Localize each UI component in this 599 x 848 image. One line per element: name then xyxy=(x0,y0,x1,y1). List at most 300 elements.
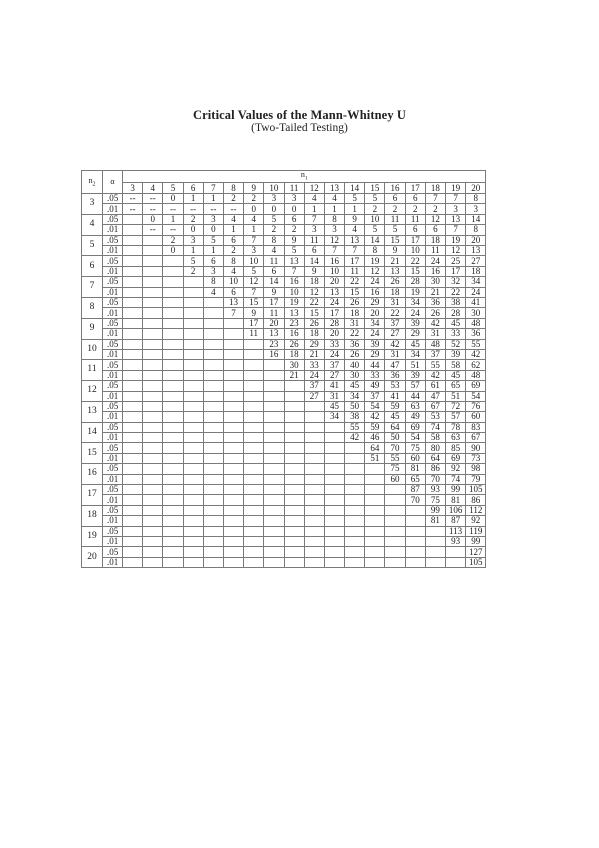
critical-value-cell: 7 xyxy=(284,266,304,276)
critical-value-cell xyxy=(244,391,264,401)
critical-value-cell: 0 xyxy=(264,204,284,214)
n2-value: 10 xyxy=(82,339,103,360)
critical-value-cell xyxy=(244,547,264,557)
critical-value-cell: 93 xyxy=(446,536,466,546)
critical-value-cell xyxy=(203,412,223,422)
n1-value-header: 4 xyxy=(143,183,163,194)
critical-value-cell: -- xyxy=(223,204,243,214)
critical-value-cell xyxy=(123,370,143,380)
critical-value-cell xyxy=(223,401,243,411)
critical-value-cell xyxy=(183,298,203,308)
critical-value-cell: 45 xyxy=(446,370,466,380)
critical-value-cell xyxy=(163,370,183,380)
critical-value-cell xyxy=(203,453,223,463)
critical-value-cell: 55 xyxy=(345,422,365,432)
critical-value-cell xyxy=(183,485,203,495)
critical-value-cell xyxy=(203,370,223,380)
critical-value-cell xyxy=(203,464,223,474)
critical-value-cell xyxy=(365,516,385,526)
critical-value-cell: 51 xyxy=(405,360,425,370)
critical-value-cell: 16 xyxy=(264,349,284,359)
critical-value-cell: 26 xyxy=(425,308,445,318)
critical-value-cell xyxy=(223,391,243,401)
critical-value-cell xyxy=(163,516,183,526)
critical-value-cell xyxy=(143,401,163,411)
critical-value-cell: 37 xyxy=(425,349,445,359)
critical-value-cell xyxy=(264,495,284,505)
alpha-value: .01 xyxy=(103,266,123,276)
critical-value-cell xyxy=(143,329,163,339)
critical-value-cell xyxy=(143,526,163,536)
critical-value-cell xyxy=(244,485,264,495)
critical-value-cell: 24 xyxy=(324,349,344,359)
critical-value-cell xyxy=(123,329,143,339)
critical-value-cell xyxy=(324,485,344,495)
critical-value-cell xyxy=(183,547,203,557)
critical-value-cell: 45 xyxy=(385,412,405,422)
critical-value-cell xyxy=(284,526,304,536)
critical-value-cell: 8 xyxy=(203,277,223,287)
table-row xyxy=(82,225,486,235)
critical-value-cell xyxy=(183,526,203,536)
critical-value-cell xyxy=(304,526,324,536)
critical-value-cell: 13 xyxy=(385,266,405,276)
critical-value-cell: 55 xyxy=(425,360,445,370)
critical-value-cell: 42 xyxy=(425,318,445,328)
critical-value-cell: 99 xyxy=(446,485,466,495)
critical-value-cell xyxy=(123,526,143,536)
critical-value-cell xyxy=(425,536,445,546)
critical-value-cell: 62 xyxy=(466,360,486,370)
critical-value-cell xyxy=(324,495,344,505)
table-header-n1-row xyxy=(82,171,486,183)
table-row xyxy=(82,235,486,245)
critical-value-cell: 8 xyxy=(324,214,344,224)
alpha-value: .01 xyxy=(103,287,123,297)
critical-value-cell xyxy=(284,485,304,495)
critical-value-cell: 13 xyxy=(223,298,243,308)
critical-value-cell xyxy=(304,485,324,495)
critical-value-cell: 61 xyxy=(425,381,445,391)
critical-value-cell: 7 xyxy=(304,214,324,224)
critical-value-cell xyxy=(183,381,203,391)
table-row xyxy=(82,256,486,266)
critical-value-cell xyxy=(143,370,163,380)
critical-value-cell: 14 xyxy=(365,235,385,245)
critical-value-cell: 50 xyxy=(345,401,365,411)
alpha-value: .01 xyxy=(103,204,123,214)
critical-value-cell: 28 xyxy=(324,318,344,328)
critical-value-cell xyxy=(304,536,324,546)
critical-value-cell: 57 xyxy=(405,381,425,391)
critical-value-cell xyxy=(123,433,143,443)
n2-value: 8 xyxy=(82,298,103,319)
critical-value-cell xyxy=(163,329,183,339)
n1-header xyxy=(123,171,486,183)
critical-value-cell xyxy=(183,433,203,443)
alpha-value: .05 xyxy=(103,526,123,536)
table-row xyxy=(82,464,486,474)
critical-value-cell xyxy=(304,547,324,557)
critical-value-cell xyxy=(324,526,344,536)
n2-value: 13 xyxy=(82,401,103,422)
critical-value-cell xyxy=(324,557,344,567)
critical-value-cell: 19 xyxy=(284,298,304,308)
critical-value-cell: 5 xyxy=(365,225,385,235)
critical-value-cell xyxy=(163,401,183,411)
critical-value-cell: 57 xyxy=(446,412,466,422)
critical-value-cell: 54 xyxy=(466,391,486,401)
critical-value-cell: 87 xyxy=(446,516,466,526)
critical-value-cell: 49 xyxy=(365,381,385,391)
critical-value-cell xyxy=(365,505,385,515)
critical-value-cell: 11 xyxy=(405,214,425,224)
critical-value-cell xyxy=(304,443,324,453)
alpha-value: .05 xyxy=(103,194,123,204)
critical-value-cell xyxy=(143,287,163,297)
critical-value-cell: 34 xyxy=(345,391,365,401)
table-row xyxy=(82,391,486,401)
table-row xyxy=(82,485,486,495)
critical-value-cell: 12 xyxy=(304,287,324,297)
critical-value-cell: 39 xyxy=(405,370,425,380)
critical-value-cell: 4 xyxy=(324,194,344,204)
critical-value-cell xyxy=(345,443,365,453)
table-row xyxy=(82,443,486,453)
critical-value-cell xyxy=(284,464,304,474)
critical-value-cell: 31 xyxy=(425,329,445,339)
critical-value-cell xyxy=(183,391,203,401)
critical-value-cell: 10 xyxy=(244,256,264,266)
critical-value-cell: 24 xyxy=(304,370,324,380)
critical-value-cell: 15 xyxy=(345,287,365,297)
critical-value-cell xyxy=(264,401,284,411)
critical-value-cell xyxy=(143,464,163,474)
critical-value-cell: 7 xyxy=(446,194,466,204)
critical-value-cell xyxy=(284,516,304,526)
critical-value-cell xyxy=(304,557,324,567)
critical-value-cell: 30 xyxy=(345,370,365,380)
critical-value-cell xyxy=(143,266,163,276)
critical-value-cell: 42 xyxy=(345,433,365,443)
table-row xyxy=(82,381,486,391)
critical-value-cell: 3 xyxy=(324,225,344,235)
critical-value-cell xyxy=(264,433,284,443)
critical-value-cell: 26 xyxy=(385,277,405,287)
critical-value-cell: 70 xyxy=(405,495,425,505)
critical-value-cell xyxy=(244,526,264,536)
table-row xyxy=(82,266,486,276)
critical-value-cell: 9 xyxy=(264,287,284,297)
critical-value-cell: 12 xyxy=(324,235,344,245)
critical-value-cell: 24 xyxy=(365,277,385,287)
critical-value-cell xyxy=(123,474,143,484)
critical-value-cell xyxy=(264,547,284,557)
critical-value-cell: 63 xyxy=(446,433,466,443)
critical-value-cell xyxy=(123,547,143,557)
critical-value-cell xyxy=(405,536,425,546)
n2-value: 6 xyxy=(82,256,103,277)
critical-value-cell: 24 xyxy=(466,287,486,297)
n1-value-header: 11 xyxy=(284,183,304,194)
critical-value-cell: 52 xyxy=(446,339,466,349)
page-title: Critical Values of the Mann-Whitney U xyxy=(192,108,407,122)
critical-value-cell xyxy=(223,536,243,546)
critical-value-cell: 106 xyxy=(446,505,466,515)
critical-value-cell: 6 xyxy=(425,225,445,235)
n1-value-header: 20 xyxy=(466,183,486,194)
critical-value-cell xyxy=(244,349,264,359)
critical-value-cell xyxy=(123,422,143,432)
critical-value-cell: 54 xyxy=(365,401,385,411)
table-row xyxy=(82,453,486,463)
critical-value-cell xyxy=(203,547,223,557)
alpha-value: .01 xyxy=(103,225,123,235)
critical-value-cell xyxy=(143,474,163,484)
critical-value-cell: 6 xyxy=(223,287,243,297)
critical-value-cell: 36 xyxy=(466,329,486,339)
alpha-value: .05 xyxy=(103,401,123,411)
critical-value-cell xyxy=(143,277,163,287)
critical-value-cell: 45 xyxy=(405,339,425,349)
critical-value-cell: 0 xyxy=(163,246,183,256)
critical-value-cell: 2 xyxy=(223,246,243,256)
critical-value-cell xyxy=(143,391,163,401)
critical-value-cell xyxy=(264,381,284,391)
critical-value-cell xyxy=(183,349,203,359)
critical-value-cell xyxy=(143,308,163,318)
critical-value-cell: 5 xyxy=(183,256,203,266)
page-subtitle: (Two-Tailed Testing) xyxy=(251,122,348,134)
critical-value-cell: 112 xyxy=(466,505,486,515)
critical-value-cell xyxy=(203,401,223,411)
critical-value-cell xyxy=(244,505,264,515)
critical-value-cell xyxy=(123,516,143,526)
critical-value-cell: 92 xyxy=(446,464,466,474)
n1-value-header: 14 xyxy=(345,183,365,194)
critical-value-cell xyxy=(163,391,183,401)
critical-value-cell: 28 xyxy=(405,277,425,287)
critical-value-cell xyxy=(304,453,324,463)
critical-value-cell xyxy=(123,505,143,515)
critical-value-cell: 31 xyxy=(324,391,344,401)
critical-value-cell: 30 xyxy=(425,277,445,287)
critical-value-cell xyxy=(345,526,365,536)
critical-value-cell xyxy=(264,391,284,401)
critical-value-cell xyxy=(123,381,143,391)
critical-value-cell: 1 xyxy=(304,204,324,214)
alpha-value: .01 xyxy=(103,329,123,339)
critical-value-cell: 64 xyxy=(385,422,405,432)
critical-value-cell xyxy=(223,318,243,328)
critical-value-cell xyxy=(203,505,223,515)
alpha-value: .01 xyxy=(103,453,123,463)
critical-value-cell xyxy=(123,443,143,453)
critical-value-cell: 1 xyxy=(203,194,223,204)
critical-value-cell: 17 xyxy=(446,266,466,276)
critical-value-cell: 53 xyxy=(385,381,405,391)
critical-value-cell: 86 xyxy=(425,464,445,474)
n1-header-subscript: 1 xyxy=(304,175,308,182)
n2-value: 16 xyxy=(82,464,103,485)
critical-value-cell: 2 xyxy=(425,204,445,214)
critical-value-cell xyxy=(123,401,143,411)
critical-value-cell: 15 xyxy=(304,308,324,318)
critical-value-cell xyxy=(223,329,243,339)
alpha-value: .05 xyxy=(103,339,123,349)
critical-value-cell xyxy=(223,485,243,495)
critical-value-cell: 37 xyxy=(324,360,344,370)
critical-value-cell xyxy=(163,536,183,546)
critical-value-cell xyxy=(143,495,163,505)
critical-value-cell: 26 xyxy=(345,298,365,308)
critical-value-cell: 33 xyxy=(324,339,344,349)
critical-value-cell: 27 xyxy=(466,256,486,266)
critical-value-cell: 75 xyxy=(425,495,445,505)
critical-value-cell: 14 xyxy=(264,277,284,287)
critical-value-cell xyxy=(163,495,183,505)
critical-value-cell: 5 xyxy=(244,266,264,276)
critical-value-cell xyxy=(345,557,365,567)
critical-value-cell xyxy=(123,246,143,256)
critical-value-cell: 17 xyxy=(324,308,344,318)
critical-value-cell xyxy=(365,464,385,474)
critical-value-cell xyxy=(365,547,385,557)
critical-value-cell: 22 xyxy=(405,256,425,266)
critical-value-cell: 41 xyxy=(466,298,486,308)
critical-value-cell xyxy=(143,412,163,422)
critical-value-cell xyxy=(143,536,163,546)
critical-value-cell xyxy=(324,443,344,453)
critical-value-cell: 2 xyxy=(385,204,405,214)
critical-value-cell: 42 xyxy=(466,349,486,359)
critical-value-cell xyxy=(244,464,264,474)
alpha-value: .01 xyxy=(103,495,123,505)
critical-value-cell: 69 xyxy=(466,381,486,391)
critical-value-cell xyxy=(123,266,143,276)
critical-value-cell xyxy=(365,536,385,546)
critical-value-cell: 1 xyxy=(183,194,203,204)
critical-value-cell: 99 xyxy=(466,536,486,546)
critical-value-cell xyxy=(123,464,143,474)
critical-value-cell xyxy=(163,557,183,567)
critical-value-cell xyxy=(163,298,183,308)
critical-value-cell xyxy=(123,412,143,422)
critical-value-cell xyxy=(183,443,203,453)
critical-value-cell: 7 xyxy=(425,194,445,204)
alpha-value: .01 xyxy=(103,246,123,256)
critical-value-cell xyxy=(123,214,143,224)
critical-value-cell: 40 xyxy=(345,360,365,370)
critical-value-cell xyxy=(143,547,163,557)
n2-value: 18 xyxy=(82,505,103,526)
critical-value-cell xyxy=(284,381,304,391)
critical-value-cell xyxy=(183,287,203,297)
critical-value-cell xyxy=(223,505,243,515)
critical-value-cell: 92 xyxy=(466,516,486,526)
critical-value-cell: 26 xyxy=(304,318,324,328)
alpha-value: .01 xyxy=(103,536,123,546)
critical-value-cell: 60 xyxy=(405,453,425,463)
table-row xyxy=(82,194,486,204)
critical-value-cell: 17 xyxy=(405,235,425,245)
critical-value-cell: 6 xyxy=(304,246,324,256)
critical-value-cell: 60 xyxy=(385,474,405,484)
alpha-value: .01 xyxy=(103,349,123,359)
critical-value-cell xyxy=(203,474,223,484)
critical-value-cell xyxy=(324,453,344,463)
critical-value-cell xyxy=(425,557,445,567)
critical-value-cell xyxy=(405,547,425,557)
critical-value-cell: 69 xyxy=(446,453,466,463)
critical-value-cell: 34 xyxy=(405,298,425,308)
critical-value-cell xyxy=(203,557,223,567)
critical-value-cell: 22 xyxy=(304,298,324,308)
critical-value-cell: 3 xyxy=(264,194,284,204)
critical-value-cell xyxy=(244,360,264,370)
alpha-value: .05 xyxy=(103,505,123,515)
critical-value-cell: 32 xyxy=(446,277,466,287)
critical-value-cell: 3 xyxy=(284,194,304,204)
critical-value-cell: 22 xyxy=(345,277,365,287)
critical-value-cell: 14 xyxy=(466,214,486,224)
critical-value-cell: 44 xyxy=(405,391,425,401)
critical-value-cell: 70 xyxy=(385,443,405,453)
critical-value-cell: 86 xyxy=(466,495,486,505)
critical-value-cell xyxy=(405,516,425,526)
table-row xyxy=(82,298,486,308)
critical-value-cell: 37 xyxy=(304,381,324,391)
critical-value-cell: 13 xyxy=(324,287,344,297)
critical-value-cell xyxy=(163,381,183,391)
critical-value-cell: 81 xyxy=(405,464,425,474)
critical-value-cell xyxy=(244,536,264,546)
critical-value-cell xyxy=(163,277,183,287)
critical-value-cell xyxy=(223,453,243,463)
critical-value-cell: 7 xyxy=(345,246,365,256)
critical-value-cell xyxy=(123,308,143,318)
critical-value-cell: 98 xyxy=(466,464,486,474)
critical-value-cell xyxy=(183,495,203,505)
table-header-n1-values-row xyxy=(82,183,486,194)
critical-value-cell xyxy=(304,433,324,443)
critical-value-cell xyxy=(284,433,304,443)
critical-value-cell xyxy=(304,474,324,484)
critical-value-cell: 41 xyxy=(385,391,405,401)
critical-value-cell: 76 xyxy=(466,401,486,411)
critical-value-cell xyxy=(324,464,344,474)
critical-value-cell: 63 xyxy=(405,401,425,411)
critical-value-cell: 81 xyxy=(446,495,466,505)
critical-value-cell: 5 xyxy=(345,194,365,204)
critical-value-cell: 23 xyxy=(264,339,284,349)
critical-value-cell: 113 xyxy=(446,526,466,536)
critical-value-cell xyxy=(244,422,264,432)
critical-value-cell: 78 xyxy=(446,422,466,432)
critical-value-cell xyxy=(304,422,324,432)
critical-value-cell xyxy=(345,547,365,557)
critical-value-cell: 30 xyxy=(284,360,304,370)
critical-value-cell xyxy=(203,329,223,339)
critical-value-cell: 105 xyxy=(466,485,486,495)
critical-value-cell: 18 xyxy=(345,308,365,318)
critical-value-cell: 11 xyxy=(264,256,284,266)
critical-value-cell xyxy=(183,536,203,546)
n2-value: 17 xyxy=(82,485,103,506)
critical-value-cell: 7 xyxy=(446,225,466,235)
critical-value-cell: 1 xyxy=(183,246,203,256)
critical-value-cell xyxy=(284,412,304,422)
